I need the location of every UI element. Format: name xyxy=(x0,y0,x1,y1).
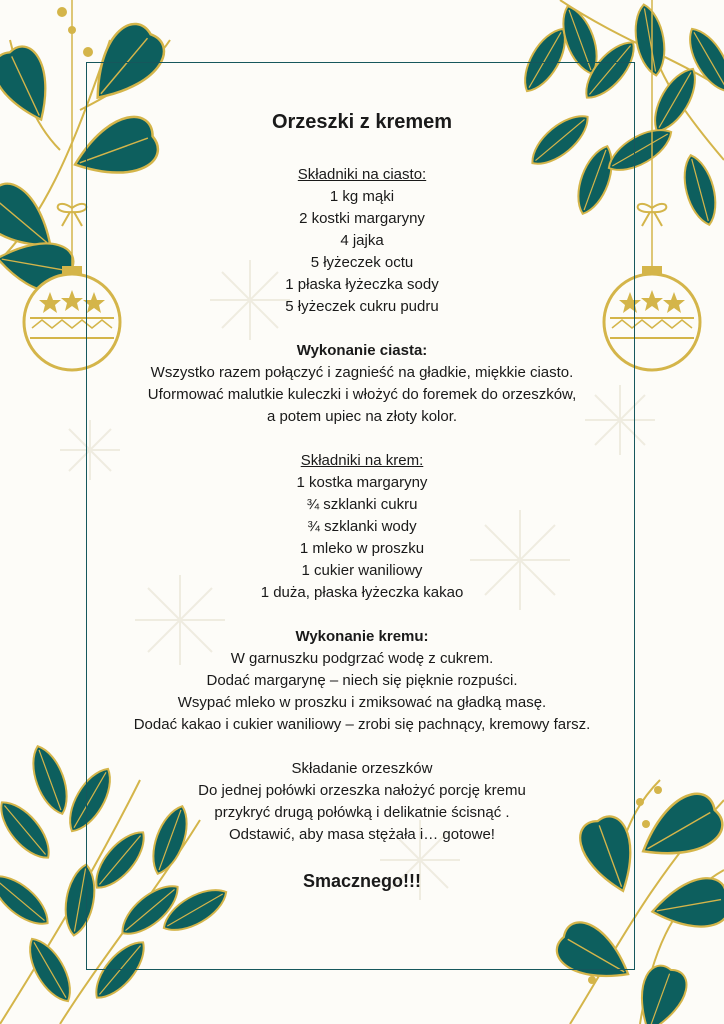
method-line: W garnuszku podgrzać wodę z cukrem. xyxy=(230,650,494,667)
method-line: Wsypać mleko w proszku i zmiksować na gładką masę. xyxy=(177,694,547,711)
method-line: Dodać margarynę – niech się pięknie rozpuści. xyxy=(206,672,518,689)
method-line: przykryć drugą połówką i delikatnie ścisnąć . xyxy=(214,804,510,821)
cream-method-heading: Wykonanie kremu: xyxy=(295,628,429,645)
method-line: Do jednej połówki orzeszka nałożyć porcję kremu xyxy=(198,782,526,799)
ingredient-item: 2 kostki margaryny xyxy=(299,210,425,227)
ingredient-item: ¾ szklanki wody xyxy=(307,518,417,535)
ingredient-item: 1 cukier waniliowy xyxy=(301,562,423,579)
ingredient-item: 4 jajka xyxy=(340,232,384,249)
recipe-title: Orzeszki z kremem xyxy=(271,111,453,133)
ingredient-item: 1 kostka margaryny xyxy=(296,474,428,491)
ingredient-item: ¾ szklanki cukru xyxy=(306,496,418,513)
ingredient-item: 1 mleko w proszku xyxy=(299,540,425,557)
ingredient-item: 5 łyżeczek octu xyxy=(310,254,414,271)
dough-method-section xyxy=(60,340,664,428)
method-line: Dodać kakao i cukier waniliowy – zrobi się pachnący, kremowy farsz. xyxy=(133,716,591,733)
assembly-heading: Składanie orzeszków xyxy=(291,760,433,777)
cream-ingredients-heading: Składniki na krem: xyxy=(300,452,424,469)
dough-ingredients-section xyxy=(60,164,664,318)
ingredient-item: 1 duża, płaska łyżeczka kakao xyxy=(260,584,464,601)
ingredient-item: 5 łyżeczek cukru pudru xyxy=(285,298,439,315)
method-line: Wszystko razem połączyć i zagnieść na gładkie, miękkie ciasto. xyxy=(150,364,574,381)
assembly-section xyxy=(60,758,664,846)
method-line: Uformować malutkie kuleczki i włożyć do foremek do orzeszków, xyxy=(147,386,577,403)
cream-method-section xyxy=(60,626,664,736)
method-line: Odstawić, aby masa stężała i… gotowe! xyxy=(229,826,495,843)
ingredient-item: 1 kg mąki xyxy=(329,188,395,205)
dough-ingredients-heading: Składniki na ciasto: xyxy=(297,166,427,183)
cream-ingredients-section xyxy=(60,450,664,604)
ingredient-item: 1 płaska łyżeczka sody xyxy=(285,276,439,293)
dough-method-heading: Wykonanie ciasta: xyxy=(296,342,428,359)
method-line: a potem upiec na złoty kolor. xyxy=(266,408,458,425)
closing-text: Smacznego!!! xyxy=(302,871,421,891)
recipe-content xyxy=(60,108,664,894)
